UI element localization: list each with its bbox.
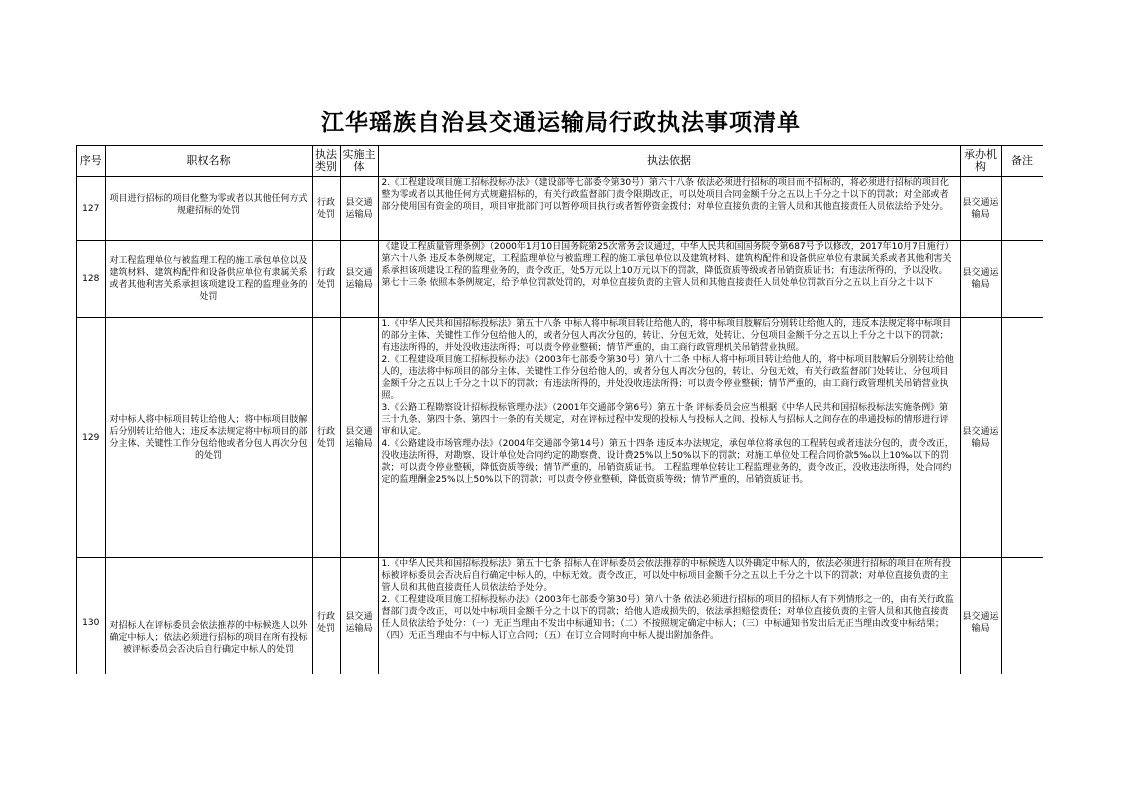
row-agency: 县交通运输局	[960, 558, 1001, 675]
header-seq: 序号	[77, 146, 105, 177]
row-name: 对中标人将中标项目转让给他人；将中标项目肢解后分别转让给他人；违反本法规定将中标项目的部分主体、关键性工作分包给他或者分包人再次分包的处罚	[105, 318, 312, 558]
row-name: 对工程监理单位与被监理工程的施工承包单位以及建筑材料、建筑构配件和设备供应单位有隶属关系或者其他利害关系承担该项建设工程的监理业务的处罚	[105, 241, 312, 318]
row-subject: 县交通运输局	[340, 241, 378, 318]
row-remark	[1001, 318, 1043, 558]
row-subject: 县交通运输局	[340, 318, 378, 558]
row-type: 行政处罚	[312, 177, 340, 241]
row-basis: 1.《中华人民共和国招标投标法》第五十八条 中标人将中标项目转让给他人的，将中标项目肢解后分别转让给他人的，违反本法规定将中标项目的部分主体、关键性工作分包给他人的，或者分包人再次分包的，转让、分包无效，处转让、分包项目金额千分之五以上千分之十以下的罚款；有违法所得的，并处没收违法所得；可以责令停业整顿；情节严重的，由工商行政管理机关吊销营业执照。 2.《工程建设项目施工招标投标办法》（2003年七部委令第30号）第八十二条 中标人将中标项目转让给他人的，将中标项目肢解后分别转让给他人的，违法将中标项目的部分主体、关键性工作分包给他人的，或者分包人再次分包的，转让、分包无效，有关行政监督部门处转让、分包项目金额千分之五以上千分之十以下的罚款；有违法所得的，并处没收违法所得；可以责令停业整顿；情节严重的，由工商行政管理机关吊销营业执照。 3.《公路工程勘察设计招标投标管理办法》（2001年交通部令第6号）第五十条 评标委员会应当根据《中华人民共和国招标投标法实施条例》第三十九条、第四十条、第四十一条的有关规定，对在评标过程中发现的投标人与投标人之间、投标人与招标人之间存在的串通投标的情形进行评审和认定。 4.《公路建设市场管理办法》（2004年交通部令第14号）第五十四条 违反本办法规定，承包单位将承包的工程转包或者违法分包的，责令改正，没收违法所得，对勘察、设计单位处合同约定的勘察费、设计费25%以上50%以下的罚款；对施工单位处工程合同价款5‰以上10‰以下的罚款；可以责令停业整顿，降低资质等级；情节严重的，吊销资质证书。 工程监理单位转让工程监理业务的，责令改正，没收违法所得，处合同约定的监理酬金25%以上50%以下的罚款；可以责令停业整顿，降低资质等级；情节严重的，吊销资质证书。	[378, 318, 960, 558]
row-remark	[1001, 558, 1043, 675]
row-subject: 县交通运输局	[340, 177, 378, 241]
row-basis: 《建设工程质量管理条例》（2000年1月10日国务院第25次常务会议通过，中华人民共和国国务院令第687号予以修改，2017年10月7日施行）第六十八条 违反本条例规定，工程监理单位与被监理工程的施工承包单位以及建筑材料、建筑构配件和设备供应单位有隶属关系或者其他利害关系承担该项建设工程的监理业务的，责令改正，处5万元以上10万元以下的罚款，降低资质等级或者吊销资质证书；有违法所得的，予以没收。第七十三条 依照本条例规定，给予单位罚款处罚的，对单位直接负责的主管人员和其他直接责任人员处单位罚款百分之五以上百分之十以下	[378, 241, 960, 318]
header-remark: 备注	[1001, 146, 1043, 177]
row-agency: 县交通运输局	[960, 318, 1001, 558]
table-row	[77, 318, 1043, 558]
row-agency: 县交通运输局	[960, 241, 1001, 318]
header-subject: 实施主体	[340, 146, 378, 177]
row-name: 项目进行招标的项目化整为零或者以其他任何方式规避招标的处罚	[105, 177, 312, 241]
table-row	[77, 241, 1043, 318]
table-row	[77, 558, 1043, 675]
row-name: 对招标人在评标委员会依法推荐的中标候选人以外确定中标人；依法必须进行招标的项目在所有投标被评标委员会否决后自行确定中标人的处罚	[105, 558, 312, 675]
row-remark	[1001, 241, 1043, 318]
page-title: 江华瑶族自治县交通运输局行政执法事项清单	[321, 109, 801, 136]
table-header-row	[77, 146, 1043, 177]
row-basis: 1.《中华人民共和国招标投标法》第五十七条 招标人在评标委员会依法推荐的中标候选人以外确定中标人的，依法必须进行招标的项目在所有投标被评标委员会否决后自行确定中标人的，中标无效。责令改正，可以处中标项目金额千分之五以上千分之十以下的罚款；对单位直接负责的主管人员和其他直接责任人员依法给予处分。 2.《工程建设项目施工招标投标办法》（2003年七部委令第30号）第八十条 依法必须进行招标的项目的招标人有下列情形之一的，由有关行政监督部门责令改正，可以处中标项目金额千分之十以下的罚款；给他人造成损失的，依法承担赔偿责任；对单位直接负责的主管人员和其他直接责任人员依法给予处分：（一）无正当理由不发出中标通知书；（二）不按照规定确定中标人；（三）中标通知书发出后无正当理由改变中标结果；（四）无正当理由不与中标人订立合同；（五）在订立合同时向中标人提出附加条件。	[378, 558, 960, 675]
row-subject: 县交通运输局	[340, 558, 378, 675]
row-seq: 129	[77, 318, 105, 558]
row-type: 行政处罚	[312, 318, 340, 558]
header-type: 执法类别	[312, 146, 340, 177]
row-seq: 127	[77, 177, 105, 241]
row-type: 行政处罚	[312, 241, 340, 318]
header-agency: 承办机构	[960, 146, 1001, 177]
header-basis: 执法依据	[378, 146, 960, 177]
header-name: 职权名称	[105, 146, 312, 177]
row-remark	[1001, 177, 1043, 241]
row-basis: 2.《工程建设项目施工招标投标办法》（建设部等七部委令第30号）第六十八条 依法必须进行招标的项目而不招标的，将必须进行招标的项目化整为零或者以其他任何方式规避招标的，有关行政监督部门责令限期改正，可以处项目合同金额千分之五以上千分之十以下的罚款；对全部或者部分使用国有资金的项目，项目审批部门可以暂停项目执行或者暂停资金拨付；对单位直接负责的主管人员和其他直接责任人员依法给予处分。	[378, 177, 960, 241]
row-seq: 130	[77, 558, 105, 675]
row-seq: 128	[77, 241, 105, 318]
row-type: 行政处罚	[312, 558, 340, 675]
row-agency: 县交通运输局	[960, 177, 1001, 241]
enforcement-table	[76, 145, 1043, 674]
table-row	[77, 177, 1043, 241]
